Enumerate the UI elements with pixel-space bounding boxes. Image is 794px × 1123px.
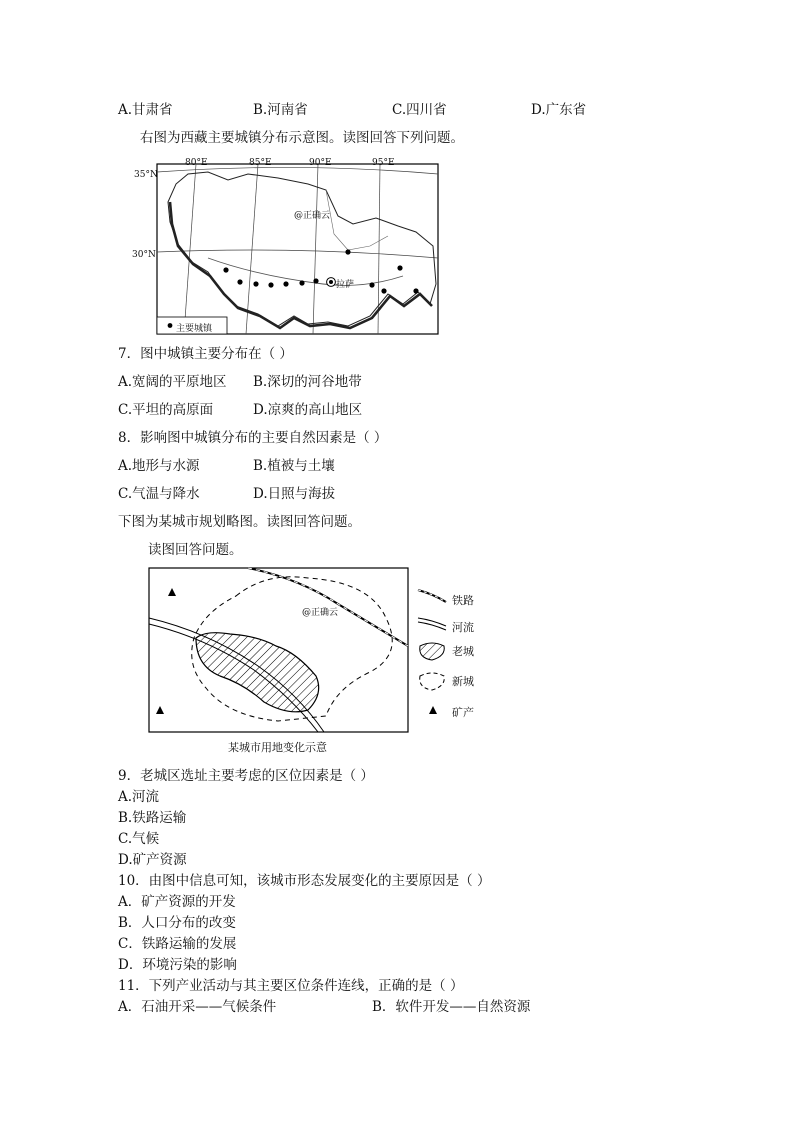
tibet-capital-label: 拉萨: [336, 280, 355, 290]
q6-option-d: D.广东省: [531, 102, 587, 118]
q11-option-a: A．石油开采——气候条件: [118, 999, 277, 1015]
tibet-lon-95: 95°E: [372, 158, 395, 168]
tibet-lat-35: 35°N: [134, 170, 158, 180]
q10-option-a: A．矿产资源的开发: [118, 894, 236, 910]
q6-option-c: C.四川省: [392, 102, 447, 118]
legend-new-city: 新城: [452, 675, 474, 688]
q10-option-c: C．铁路运输的发展: [118, 936, 237, 952]
q8-option-d: D.日照与海拔: [253, 486, 336, 502]
tibet-lon-90: 90°E: [309, 158, 332, 168]
tibet-lon-80: 80°E: [185, 158, 208, 168]
city-intro-2: 读图回答问题。: [148, 542, 243, 558]
q10-stem: 10．由图中信息可知，该城市形态发展变化的主要原因是（ ）: [118, 873, 491, 889]
q7-stem: 7．图中城镇主要分布在（ ）: [118, 346, 293, 362]
q11-stem: 11．下列产业活动与其主要区位条件连线，正确的是（ ）: [118, 978, 464, 994]
q7-option-d: D.凉爽的高山地区: [253, 402, 363, 418]
city-intro: 下图为某城市规划略图。读图回答问题。: [118, 514, 361, 530]
q8-option-b: B.植被与土壤: [253, 458, 335, 474]
q6-option-b: B.河南省: [253, 102, 308, 118]
q9-option-b: B.铁路运输: [118, 810, 187, 826]
q7-option-b: B.深切的河谷地带: [253, 374, 362, 390]
q10-option-b: B．人口分布的改变: [118, 915, 236, 931]
q8-stem: 8．影响图中城镇分布的主要自然因素是（ ）: [118, 430, 388, 446]
q9-option-c: C.气候: [118, 831, 160, 847]
q8-option-a: A.地形与水源: [118, 458, 200, 474]
city-map-caption: 某城市用地变化示意: [228, 741, 327, 754]
city-map: [148, 566, 488, 736]
q9-stem: 9．老城区选址主要考虑的区位因素是（ ）: [118, 768, 374, 784]
tibet-intro: 右图为西藏主要城镇分布示意图。读图回答下列问题。: [140, 130, 464, 146]
tibet-lat-30: 30°N: [132, 250, 156, 260]
q7-option-a: A.宽阔的平原地区: [118, 374, 227, 390]
q9-option-a: A.河流: [118, 789, 160, 805]
tibet-legend-label: 主要城镇: [176, 324, 213, 334]
legend-railway: 铁路: [452, 594, 474, 607]
tibet-watermark: @正确云: [294, 211, 331, 221]
q11-option-b: B．软件开发——自然资源: [372, 999, 531, 1015]
q9-option-d: D.矿产资源: [118, 852, 187, 868]
q10-option-d: D．环境污染的影响: [118, 957, 237, 973]
legend-old-city: 老城: [452, 645, 474, 658]
tibet-lon-85: 85°E: [249, 158, 272, 168]
q7-option-c: C.平坦的高原面: [118, 402, 214, 418]
city-watermark: @正确云: [302, 608, 339, 618]
legend-minerals: 矿产: [452, 706, 474, 719]
q8-option-c: C.气温与降水: [118, 486, 200, 502]
tibet-map: [148, 154, 448, 336]
legend-river: 河流: [452, 621, 474, 634]
q6-option-a: A.甘肃省: [118, 102, 173, 118]
